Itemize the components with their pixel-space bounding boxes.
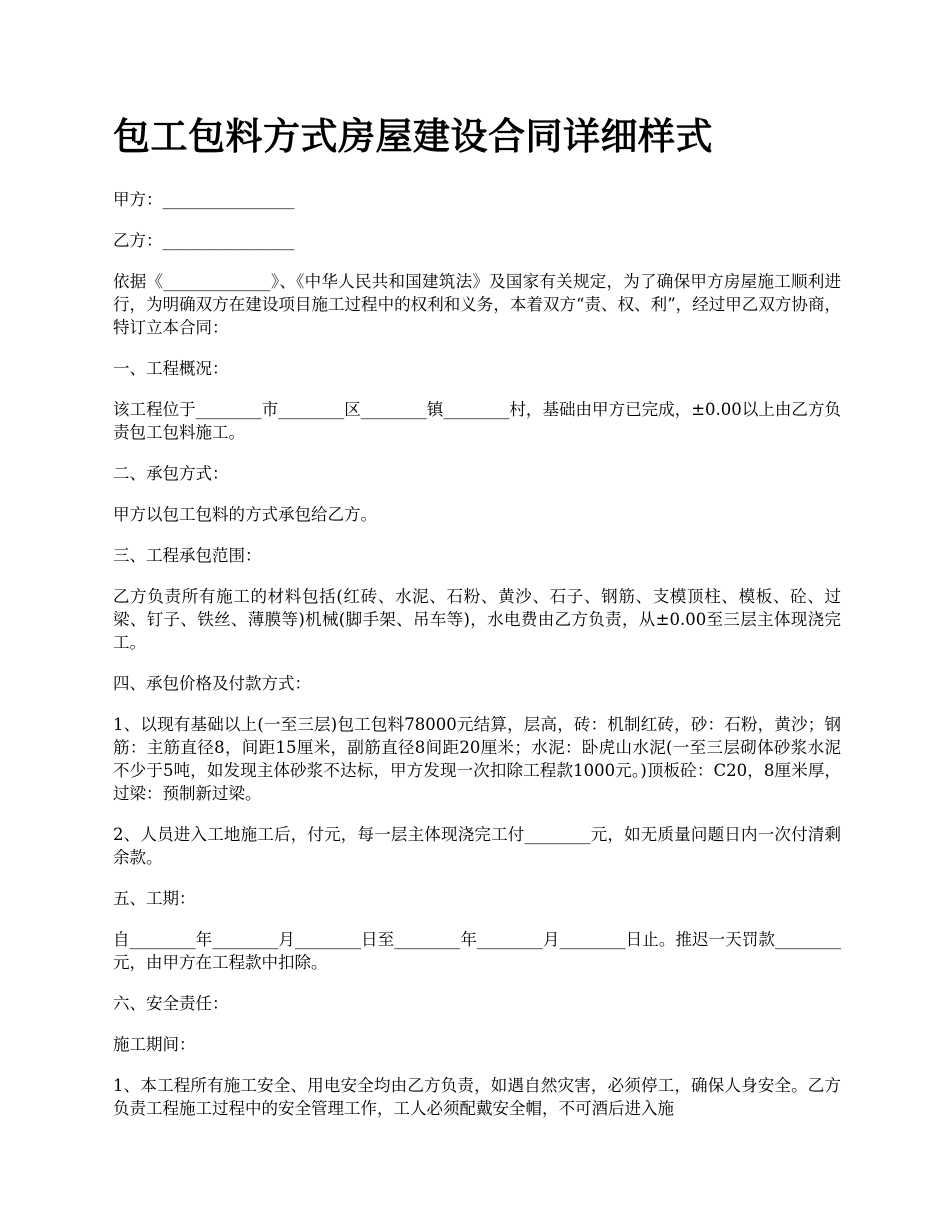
scope-paragraph: 乙方负责所有施工的材料包括(红砖、水泥、石粉、黄沙、石子、钢筋、支模顶柱、模板、砼、过梁、钉子、铁丝、薄膜等)机械(脚手架、吊车等)，水电费由乙方负责，从±0.00至三层主体现浇完工。 — [113, 587, 841, 652]
preamble-paragraph: 依据《_____________》、《中华人民共和国建筑法》及国家有关规定，为了确保甲方房屋施工顺利进行，为明确双方在建设项目施工过程中的权利和义务，本着双方“责、权、利”，经过甲乙双方协商，特订立本合同： — [113, 272, 841, 337]
party-a-line: 甲方：________________ — [113, 190, 295, 209]
document-title: 包工包料方式房屋建设合同详细样式 — [113, 114, 713, 158]
section-heading-schedule: 五、工期： — [113, 889, 196, 908]
schedule-paragraph: 自________年________月________日至________年________月________日止。推迟一天罚款________元，由甲方在工程款中扣除。 — [113, 930, 841, 972]
contract-method-paragraph: 甲方以包工包料的方式承包给乙方。 — [113, 505, 377, 524]
section-heading-price-payment: 四、承包价格及付款方式： — [113, 674, 311, 693]
price-clause-2: 2、人员进入工地施工后，付元，每一层主体现浇完工付________元，如无质量问题日内一次付清剩余款。 — [113, 825, 841, 867]
safety-clause-1: 1、本工程所有施工安全、用电安全均由乙方负责，如遇自然灾害，必须停工，确保人身安全。乙方负责工程施工过程中的安全管理工作，工人必须配戴安全帽，不可酒后进入施 — [113, 1076, 841, 1118]
price-clause-1: 1、以现有基础以上(一至三层)包工包料78000元结算，层高，砖：机制红砖，砂：石粉，黄沙；钢筋：主筋直径8，间距15厘米，副筋直径8间距20厘米；水泥：卧虎山水泥(一至三层砌体砂浆水泥不少于5吨，如发现主体砂浆不达标，甲方发现一次扣除工程款1000元。)顶板砼：C20，8厘米厚，过梁：预制新过梁。 — [113, 715, 841, 803]
party-b-line: 乙方：________________ — [113, 231, 295, 250]
section-heading-safety: 六、安全责任： — [113, 994, 229, 1013]
section-heading-scope: 三、工程承包范围： — [113, 546, 262, 565]
project-location-paragraph: 该工程位于________市________区________镇________村，基础由甲方已完成，±0.00以上由乙方负责包工包料施工。 — [113, 400, 841, 442]
construction-period-label: 施工期间： — [113, 1035, 196, 1054]
section-heading-contract-method: 二、承包方式： — [113, 464, 229, 483]
section-heading-project-overview: 一、工程概况： — [113, 359, 229, 378]
document-body — [113, 112, 841, 1138]
